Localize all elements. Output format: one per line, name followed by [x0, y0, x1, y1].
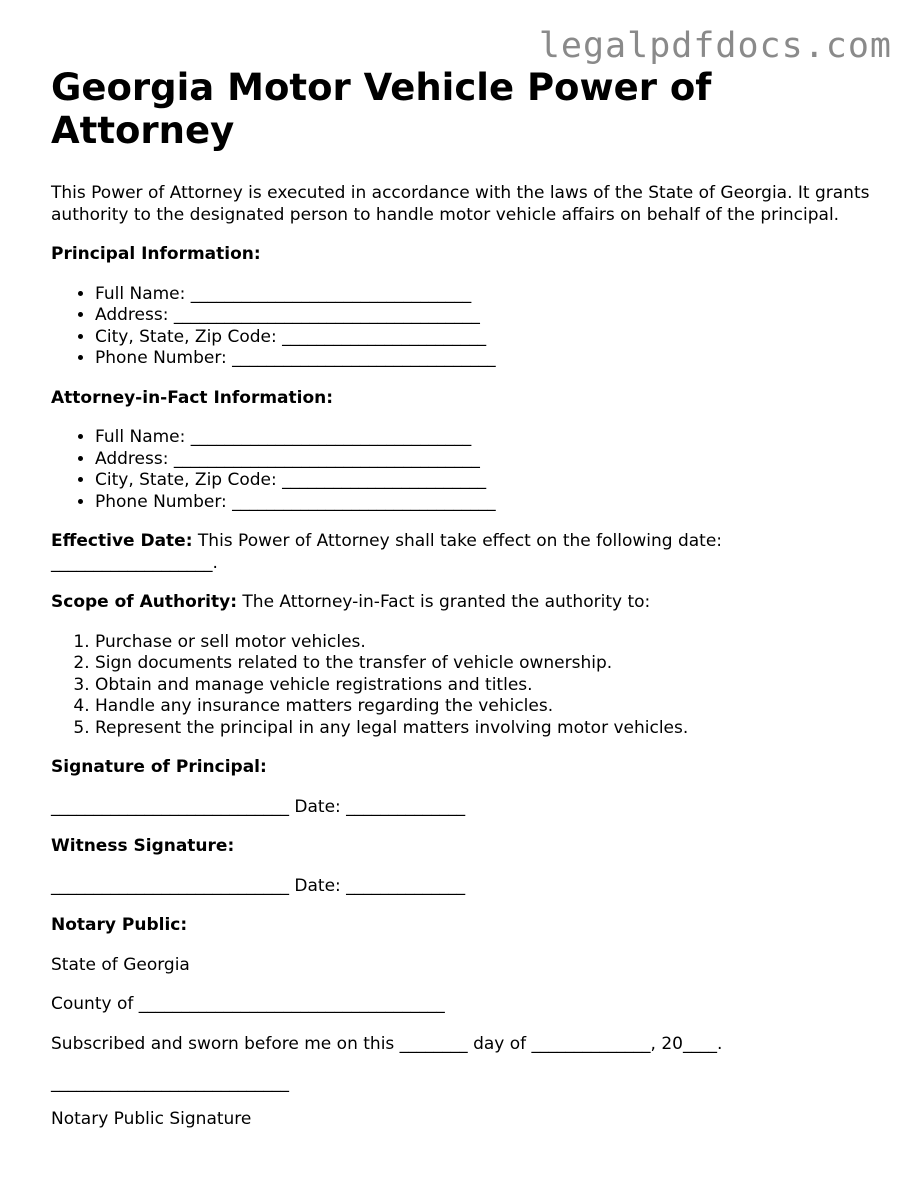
witness-signature-line[interactable]: ____________________________ Date: ______________ — [51, 875, 466, 896]
attorney-phone-field[interactable]: • Phone Number: _______________________________ — [95, 492, 871, 514]
principal-full-name-field[interactable]: • Full Name: _________________________________ — [95, 284, 871, 306]
attorney-heading: Attorney-in-Fact Information: — [51, 387, 334, 408]
notary-state: State of Georgia — [51, 954, 190, 975]
notary-county-field[interactable]: County of ____________________________________ — [51, 994, 445, 1014]
witness-signature-heading: Witness Signature: — [51, 836, 235, 856]
attorney-full-name-field[interactable]: • Full Name: _________________________________ — [95, 427, 871, 449]
scope-list — [51, 632, 871, 740]
effective-date-label: Effective Date: — [51, 531, 193, 551]
intro-paragraph: This Power of Attorney is executed in accordance with the laws of the State of Georgia. It grants authority to the designated person to handle motor vehicle affairs on behalf of the principal. — [51, 183, 870, 225]
scope-item: 2. Sign documents related to the transfer of vehicle ownership. — [95, 653, 871, 675]
principal-fields — [51, 284, 871, 370]
effective-date-paragraph[interactable] — [51, 531, 871, 574]
document — [51, 66, 871, 1148]
scope-item: 1. Purchase or sell motor vehicles. — [95, 632, 871, 654]
attorney-address-field[interactable]: • Address: ____________________________________ — [95, 449, 871, 471]
principal-signature-heading: Signature of Principal: — [51, 757, 267, 777]
principal-signature-line[interactable]: ____________________________ Date: ______________ — [51, 796, 466, 817]
page-title: Georgia Motor Vehicle Power of Attorney — [51, 66, 712, 152]
principal-city-state-zip-field[interactable]: • City, State, Zip Code: ________________________ — [95, 327, 871, 349]
notary-heading: Notary Public: — [51, 915, 188, 935]
notary-sworn-statement[interactable]: Subscribed and sworn before me on this ________ day of ______________, 20____. — [51, 1033, 723, 1054]
scope-item: 5. Represent the principal in any legal matters involving motor vehicles. — [95, 718, 871, 740]
scope-paragraph — [51, 592, 871, 614]
scope-item: 4. Handle any insurance matters regarding the vehicles. — [95, 696, 871, 718]
effective-date-text: This Power of Attorney shall take effect on the following date: ___________________. — [51, 531, 723, 573]
scope-item: 3. Obtain and manage vehicle registrations and titles. — [95, 675, 871, 697]
notary-signature-label: Notary Public Signature — [51, 1108, 252, 1129]
watermark: legalpdfdocs.com — [538, 26, 892, 66]
attorney-fields — [51, 427, 871, 513]
scope-label: Scope of Authority: — [51, 592, 237, 612]
notary-signature-line[interactable]: ____________________________ — [51, 1073, 289, 1093]
attorney-city-state-zip-field[interactable]: • City, State, Zip Code: ________________________ — [95, 470, 871, 492]
principal-phone-field[interactable]: • Phone Number: _______________________________ — [95, 348, 871, 370]
principal-address-field[interactable]: • Address: ____________________________________ — [95, 305, 871, 327]
scope-text: The Attorney-in-Fact is granted the authority to: — [237, 592, 651, 612]
principal-heading: Principal Information: — [51, 244, 261, 264]
